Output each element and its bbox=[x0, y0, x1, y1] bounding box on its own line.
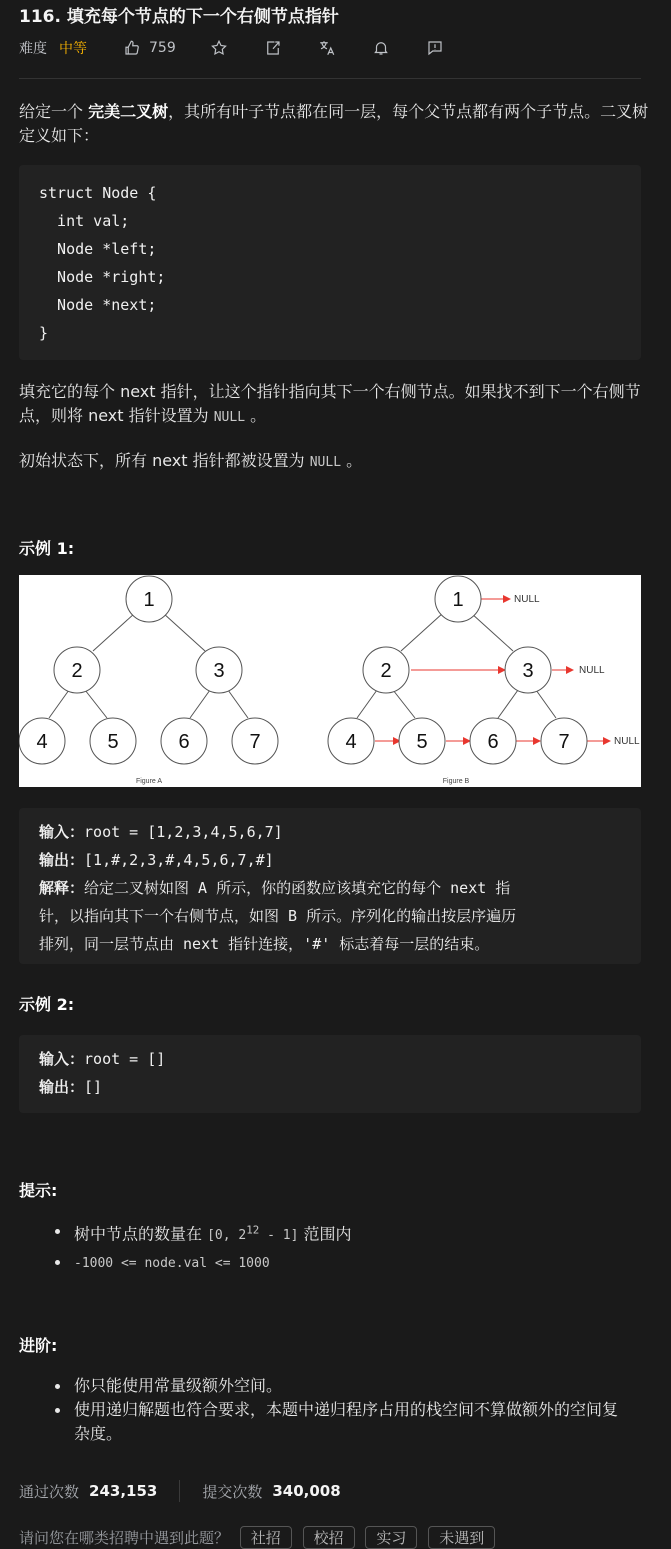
initial-state-paragraph: 初始状态下，所有 next 指针都被设置为 NULL 。 bbox=[19, 451, 363, 470]
advanced-heading: 进阶: bbox=[19, 1336, 58, 1355]
favorite-button[interactable] bbox=[210, 39, 228, 57]
output-label: 输出： bbox=[39, 1078, 85, 1096]
null-label: NULL bbox=[614, 736, 640, 747]
node-struct-code bbox=[19, 165, 641, 360]
tree-node-label: 5 bbox=[416, 731, 428, 753]
input-value: root = [] bbox=[84, 1050, 166, 1068]
code-line: Node *left; bbox=[39, 240, 157, 258]
problem-title: 116. 填充每个节点的下一个右侧节点指针 bbox=[19, 7, 339, 27]
perfect-binary-tree-term: 完美二叉树 bbox=[88, 102, 169, 121]
tree-node-label: 1 bbox=[452, 589, 464, 611]
tree-node-label: 2 bbox=[71, 660, 83, 682]
accepted-label: 通过次数 bbox=[19, 1482, 80, 1501]
input-value: root = [1,2,3,4,5,6,7] bbox=[84, 823, 283, 841]
advanced-list bbox=[52, 1374, 632, 1446]
figure-a-caption: Figure A bbox=[135, 778, 163, 785]
tree-node-label: 5 bbox=[107, 731, 119, 753]
explanation-line: 排列，同一层节点由 next 指针连接，'#' 标志着每一层的结束。 bbox=[39, 935, 490, 953]
tree-node-label: 4 bbox=[36, 731, 48, 753]
output-value: [1,#,2,3,#,4,5,6,7,#] bbox=[84, 851, 274, 869]
hints-heading: 提示: bbox=[19, 1181, 58, 1200]
intro-paragraph: 给定一个 完美二叉树，其所有叶子节点都在同一层，每个父节点都有两个子节点。二叉树定义如下： bbox=[19, 102, 649, 145]
null-code-token: NULL bbox=[309, 455, 342, 470]
tree-node-label: 6 bbox=[487, 731, 499, 753]
header-divider bbox=[19, 78, 641, 79]
figure-b-caption: Figure B bbox=[442, 778, 470, 785]
tree-node-label: 6 bbox=[178, 731, 190, 753]
code-line: struct Node { bbox=[39, 184, 157, 202]
feedback-button[interactable] bbox=[426, 39, 444, 57]
code-line: Node *next; bbox=[39, 296, 157, 314]
explanation-line: 针，以指向其下一个右侧节点，如图 B 所示。序列化的输出按层序遍历 bbox=[39, 907, 517, 925]
bell-icon bbox=[372, 39, 390, 57]
tree-node-label: 2 bbox=[380, 660, 392, 682]
list-item: 使用递归解题也符合要求，本题中递归程序占用的栈空间不算做额外的空间复杂度。 bbox=[52, 1398, 632, 1446]
input-label: 输入： bbox=[39, 1050, 85, 1068]
range-code: [0, $2^{12} - 1$] bbox=[207, 1224, 299, 1244]
tree-node-label: 3 bbox=[213, 660, 225, 682]
translate-icon bbox=[318, 39, 336, 57]
like-button[interactable] bbox=[123, 39, 176, 57]
explanation-label: 解释： bbox=[39, 879, 85, 897]
difficulty-badge: 中等 bbox=[59, 41, 87, 57]
survey-tag-none[interactable]: 未遇到 bbox=[428, 1526, 495, 1549]
example-1-io bbox=[19, 808, 641, 964]
output-value: [] bbox=[84, 1078, 103, 1096]
code-line: int val; bbox=[39, 212, 130, 230]
stats-divider bbox=[179, 1480, 180, 1502]
thumbs-up-icon bbox=[123, 39, 141, 57]
share-icon bbox=[264, 39, 282, 57]
submitted-count: 340,008 bbox=[272, 1482, 341, 1500]
example-1-heading: 示例 1: bbox=[19, 539, 75, 558]
null-label: NULL bbox=[579, 665, 605, 676]
null-code-token: NULL bbox=[213, 410, 246, 425]
submitted-label: 提交次数 bbox=[202, 1482, 263, 1501]
example-2-heading: 示例 2: bbox=[19, 995, 75, 1014]
translate-button[interactable] bbox=[318, 39, 336, 57]
hints-list bbox=[52, 1219, 352, 1276]
null-label: NULL bbox=[514, 594, 540, 605]
tree-node-label: 3 bbox=[522, 660, 534, 682]
fill-next-paragraph: 填充它的每个 next 指针，让这个指针指向其下一个右侧节点。如果找不到下一个右侧节点，则将 next 指针设置为 NULL 。 bbox=[19, 382, 641, 425]
code-line: Node *right; bbox=[39, 268, 166, 286]
example-2-io bbox=[19, 1035, 641, 1113]
list-item: 树中节点的数量在 [0, $2^{12} - 1$] 范围内 bbox=[52, 1219, 352, 1248]
submission-stats bbox=[19, 1478, 341, 1504]
list-item: -1000 <= node.val <= 1000 bbox=[52, 1250, 352, 1276]
notification-button[interactable] bbox=[372, 39, 390, 57]
star-icon bbox=[210, 39, 228, 57]
list-item: 你只能使用常量级额外空间。 bbox=[52, 1374, 632, 1398]
share-button[interactable] bbox=[264, 39, 282, 57]
survey-tag-campus[interactable]: 校招 bbox=[303, 1526, 355, 1549]
like-count: 759 bbox=[149, 40, 176, 56]
tree-node-label: 4 bbox=[345, 731, 357, 753]
interview-survey bbox=[19, 1526, 495, 1549]
explanation-line: 给定二叉树如图 A 所示，你的函数应该填充它的每个 next 指 bbox=[84, 879, 511, 897]
code-line: } bbox=[39, 324, 49, 342]
survey-question: 请问您在哪类招聘中遇到此题？ bbox=[19, 1529, 230, 1547]
example-1-figure bbox=[19, 575, 641, 787]
tree-node-label: 7 bbox=[249, 731, 261, 753]
output-label: 输出： bbox=[39, 851, 85, 869]
difficulty-label: 难度 bbox=[19, 41, 47, 57]
tree-diagram bbox=[19, 575, 641, 787]
feedback-icon bbox=[426, 39, 444, 57]
tree-node-label: 7 bbox=[558, 731, 570, 753]
accepted-count: 243,153 bbox=[89, 1482, 158, 1500]
problem-meta-bar bbox=[19, 38, 444, 58]
tree-node-label: 1 bbox=[143, 589, 155, 611]
survey-tag-intern[interactable]: 实习 bbox=[365, 1526, 417, 1549]
input-label: 输入： bbox=[39, 823, 85, 841]
survey-tag-social[interactable]: 社招 bbox=[240, 1526, 292, 1549]
